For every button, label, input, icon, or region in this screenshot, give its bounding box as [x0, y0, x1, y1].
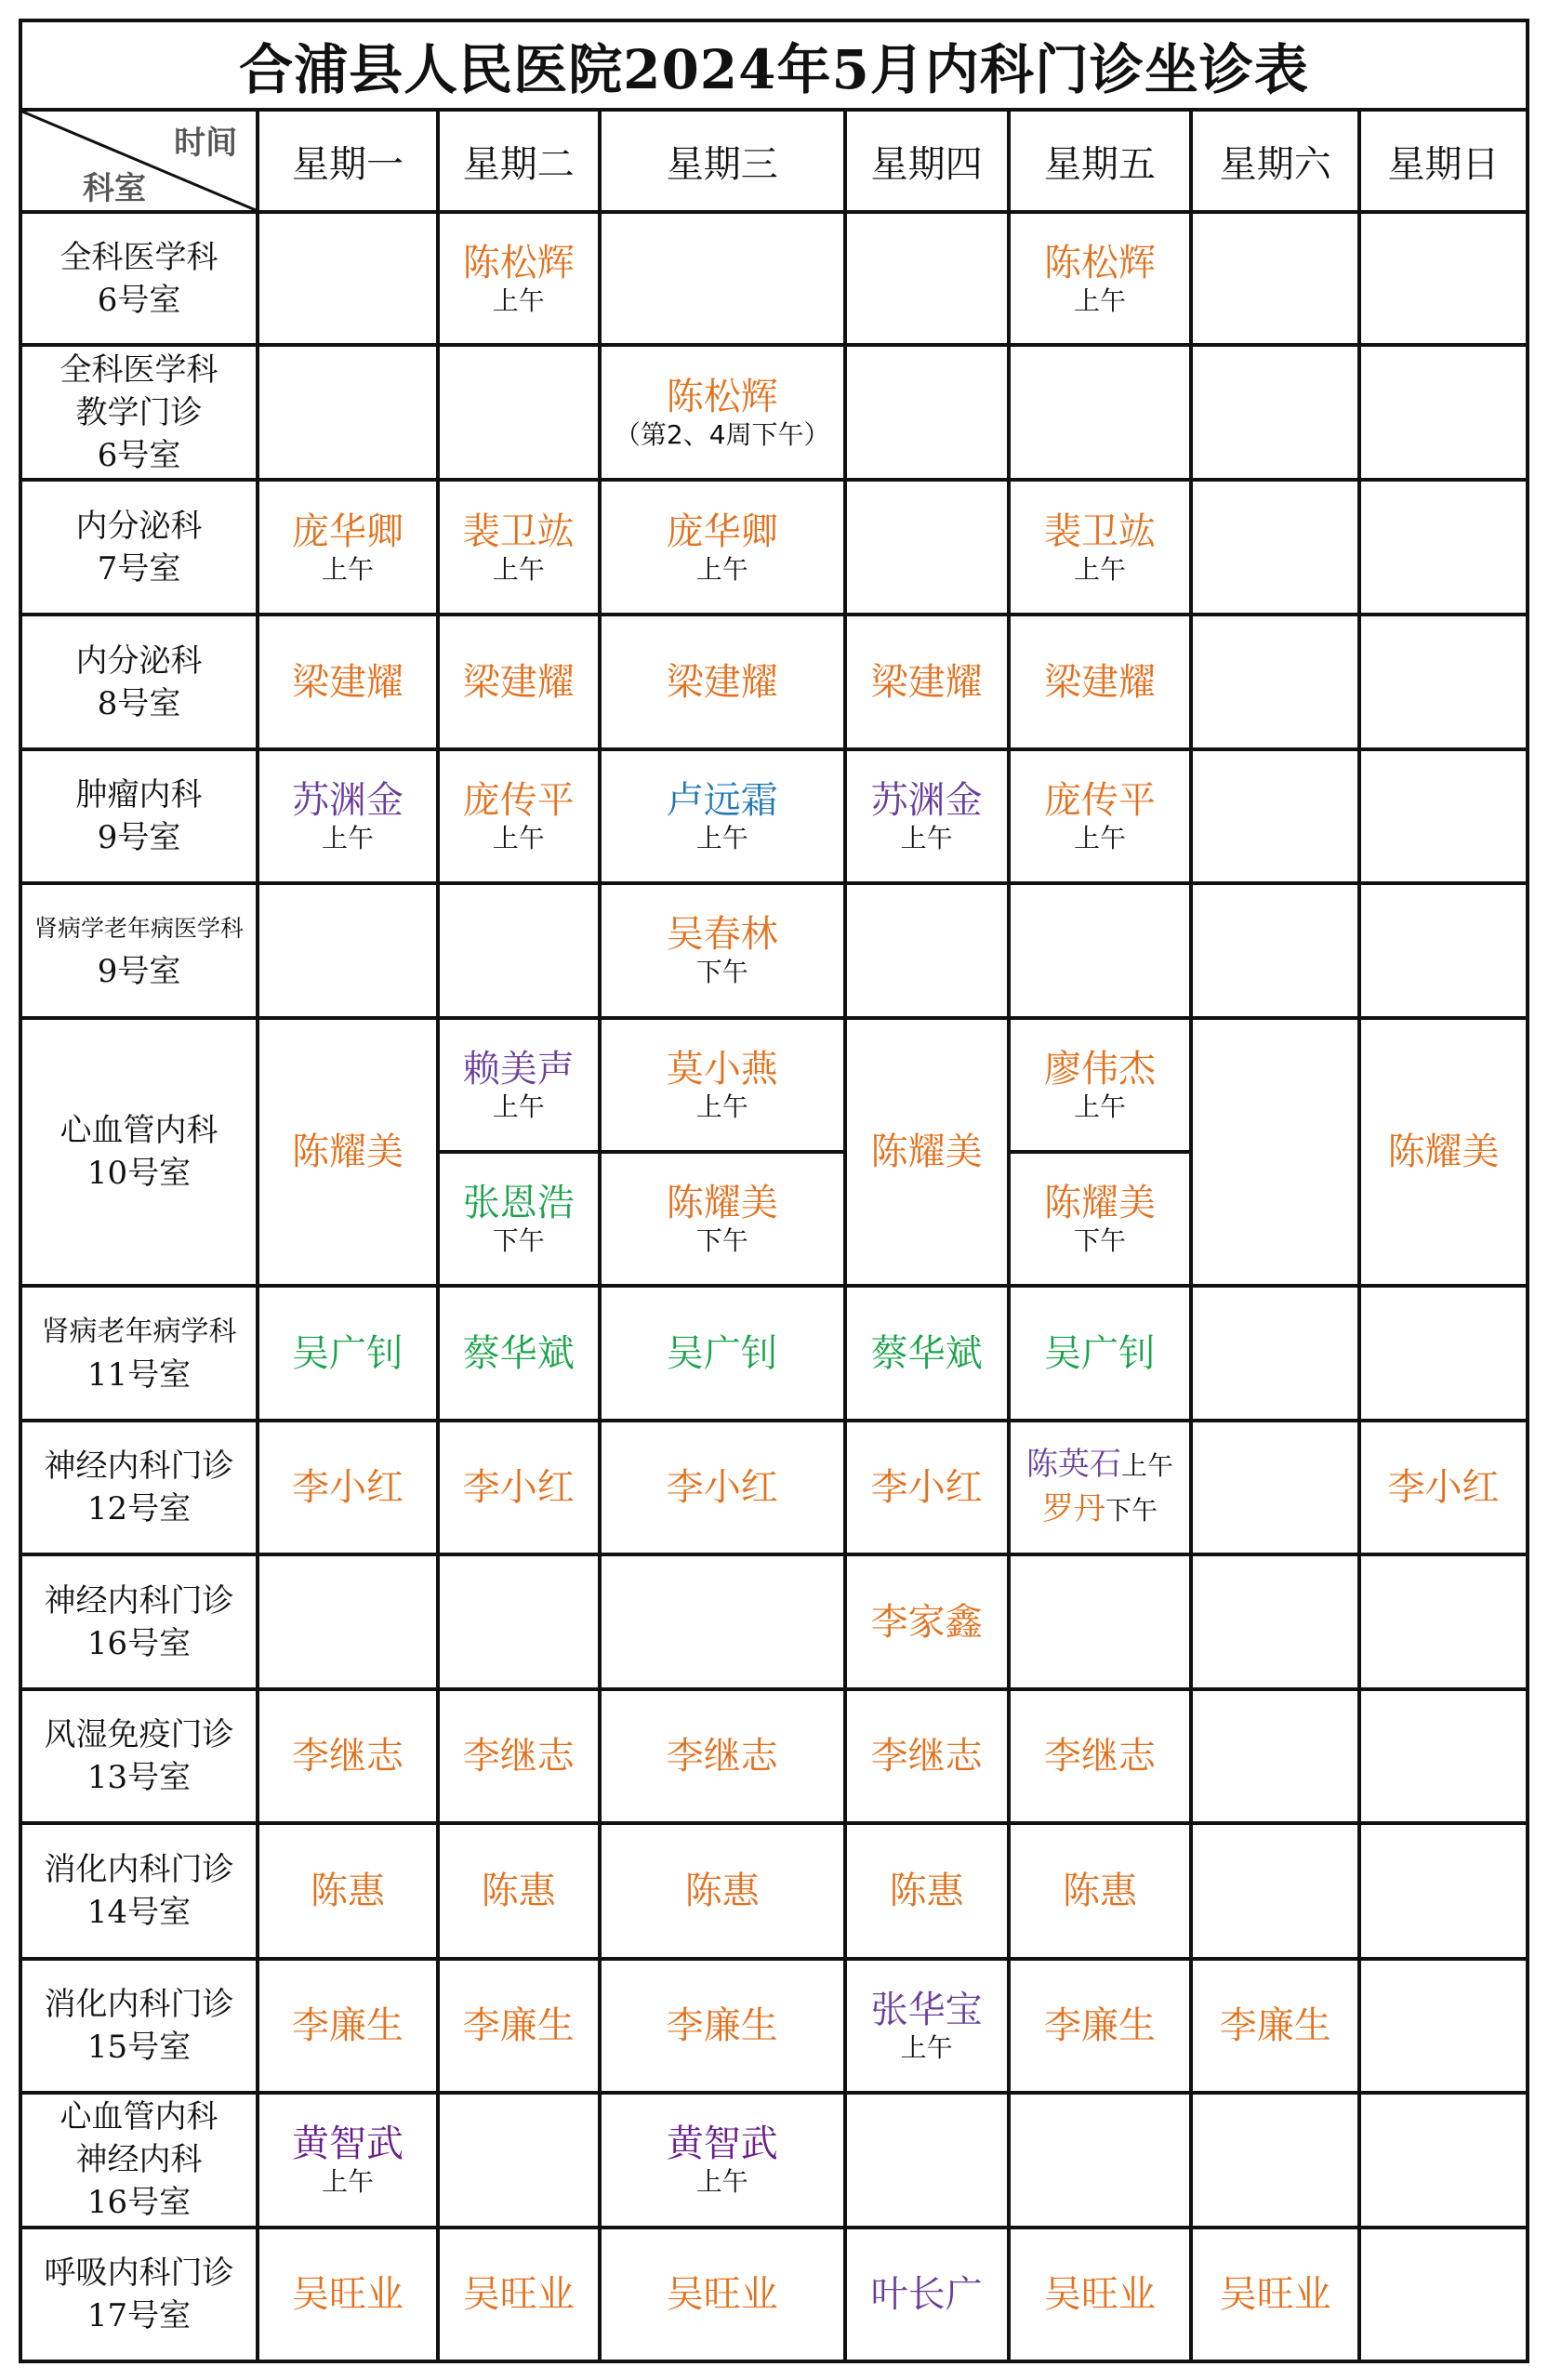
shift-note: 上午: [695, 1091, 748, 1122]
schedule-cell: [1009, 883, 1192, 1018]
shift-note: 下午: [695, 957, 748, 988]
schedule-cell: [258, 1959, 438, 2093]
schedule-cell: [1009, 615, 1192, 748]
room-number: 7号室: [97, 549, 181, 588]
doctor-name: 李小红: [666, 1466, 778, 1510]
doctor-name: 李小红: [292, 1466, 404, 1510]
schedule-cell: [1191, 1286, 1359, 1421]
schedule-sheet: [19, 19, 1529, 2363]
schedule-cell-am: [438, 1018, 600, 1152]
day-header-fri: 星期五: [1009, 110, 1192, 212]
schedule-cell: [1009, 1554, 1192, 1689]
table-row: [20, 615, 1528, 748]
doctor-name: 陈英石: [1025, 1446, 1121, 1484]
split-entry: [1011, 1443, 1190, 1488]
schedule-cell: [1009, 749, 1192, 883]
shift-note: （第2、4周下午）: [614, 418, 830, 450]
doctor-name: 陈耀美: [870, 1130, 983, 1173]
shift-note: 上午: [322, 2166, 375, 2198]
schedule-cell-pm: [600, 1152, 845, 1286]
dept-cell: [20, 212, 258, 345]
doctor-name: 莫小燕: [666, 1047, 778, 1091]
doctor-name: 李小红: [1387, 1466, 1500, 1510]
schedule-cell: [1359, 480, 1528, 615]
table-row: [20, 1554, 1528, 1689]
shift-note: 下午: [1073, 1224, 1126, 1256]
dept-cell: [20, 1018, 258, 1286]
day-header-sat: 星期六: [1191, 110, 1359, 212]
doctor-name: 李廉生: [1219, 2003, 1331, 2047]
schedule-cell: [1359, 1421, 1528, 1554]
schedule-cell: [438, 1421, 600, 1554]
schedule-cell: [438, 615, 600, 748]
doctor-name: 李继志: [292, 1735, 404, 1778]
dept-cell: [20, 345, 258, 480]
schedule-cell: [438, 2093, 600, 2228]
room-number: 12号室: [86, 1490, 192, 1528]
schedule-table: [19, 19, 1529, 2363]
dept-subname: 教学门诊: [75, 393, 203, 431]
schedule-cell: [1009, 1823, 1192, 1958]
schedule-cell: [1359, 1286, 1528, 1421]
shift-note: 上午: [492, 553, 545, 585]
doctor-name: 陈松辉: [666, 375, 778, 418]
schedule-cell: [845, 2093, 1009, 2228]
doctor-name: 李小红: [870, 1466, 983, 1510]
schedule-cell: [1009, 480, 1192, 615]
schedule-cell: [600, 2228, 845, 2361]
schedule-cell: [600, 480, 845, 615]
schedule-cell: [1359, 883, 1528, 1018]
doctor-name: 陈耀美: [292, 1130, 404, 1173]
doctor-name: 张华宝: [870, 1988, 983, 2031]
doctor-name: 赖美声: [462, 1047, 575, 1091]
schedule-cell: [845, 1689, 1009, 1823]
dept-name: 消化内科门诊: [44, 1985, 234, 2023]
dept-name: 呼吸内科门诊: [44, 2254, 234, 2292]
schedule-cell: [600, 1421, 845, 1554]
schedule-cell: [1359, 1823, 1528, 1958]
table-row: [20, 2093, 1528, 2228]
doctor-name: 卢远霜: [666, 778, 778, 822]
dept-name: 神经内科门诊: [44, 1448, 234, 1486]
schedule-cell: [258, 1823, 438, 1958]
dept-name: 内分泌科: [75, 641, 203, 680]
schedule-cell: [258, 480, 438, 615]
schedule-cell: [600, 1689, 845, 1823]
table-row: [20, 1286, 1528, 1421]
schedule-cell: [438, 1959, 600, 2093]
schedule-cell: [258, 1018, 438, 1286]
schedule-cell: [1191, 1823, 1359, 1958]
schedule-cell: [600, 1554, 845, 1689]
schedule-cell: [438, 1689, 600, 1823]
schedule-cell: [438, 1286, 600, 1421]
doctor-name: 陈惠: [311, 1870, 385, 1912]
doctor-name: 陈惠: [889, 1870, 964, 1912]
room-number: 8号室: [97, 684, 181, 722]
dept-name: 风湿免疫门诊: [44, 1716, 234, 1754]
doctor-name: 陈惠: [1062, 1870, 1137, 1912]
schedule-cell: [845, 749, 1009, 883]
doctor-name: 李廉生: [666, 2003, 778, 2047]
schedule-cell: [1359, 2228, 1528, 2361]
schedule-cell-am: [1009, 1018, 1192, 1152]
schedule-cell: [258, 2228, 438, 2361]
schedule-cell: [438, 1823, 600, 1958]
room-number: 6号室: [97, 436, 181, 474]
schedule-cell: [600, 749, 845, 883]
doctor-name: 梁建耀: [1043, 660, 1156, 704]
corner-dept-label: 科室: [83, 170, 146, 208]
shift-note: 上午: [492, 284, 545, 316]
doctor-name: 陈耀美: [1043, 1181, 1156, 1224]
schedule-cell: [845, 2228, 1009, 2361]
schedule-cell: [1191, 345, 1359, 480]
dept-cell: [20, 2228, 258, 2361]
doctor-name: 罗丹: [1041, 1490, 1105, 1528]
shift-note: 上午: [492, 1091, 545, 1122]
schedule-cell: [1191, 615, 1359, 748]
dept-cell: [20, 1959, 258, 2093]
doctor-name: 吴广钊: [666, 1331, 778, 1375]
room-number: 6号室: [97, 281, 181, 319]
doctor-name: 蔡华斌: [462, 1331, 575, 1375]
dept-cell: [20, 2093, 258, 2228]
schedule-cell: [845, 480, 1009, 615]
dept-cell: [20, 615, 258, 748]
room-number: 16号室: [86, 1624, 192, 1662]
dept-name: 肾病学老年病医学科: [34, 915, 245, 943]
dept-subname: 神经内科: [75, 2141, 203, 2179]
doctor-name: 黄智武: [292, 2122, 404, 2166]
shift-note: 上午: [695, 553, 748, 585]
doctor-name: 陈耀美: [1387, 1130, 1500, 1173]
shift-note: 上午: [322, 553, 375, 585]
page-title: 合浦县人民医院2024年5月内科门诊坐诊表: [20, 20, 1528, 110]
schedule-cell: [1009, 1959, 1192, 2093]
schedule-cell: [258, 883, 438, 1018]
dept-cell: [20, 1286, 258, 1421]
doctor-name: 李继志: [462, 1735, 575, 1778]
dept-cell: [20, 883, 258, 1018]
room-number: 10号室: [86, 1154, 192, 1192]
schedule-cell: [258, 1286, 438, 1421]
schedule-cell: [1191, 749, 1359, 883]
doctor-name: 陈惠: [684, 1870, 760, 1912]
day-header-thu: 星期四: [845, 110, 1009, 212]
doctor-name: 李廉生: [1043, 2003, 1156, 2047]
schedule-cell: [1009, 345, 1192, 480]
doctor-name: 吴旺业: [1043, 2272, 1156, 2316]
doctor-name: 吴广钊: [292, 1331, 404, 1375]
schedule-cell: [258, 345, 438, 480]
room-number: 14号室: [86, 1894, 192, 1931]
schedule-cell: [1191, 1689, 1359, 1823]
day-header-sun: 星期日: [1359, 110, 1528, 212]
table-row: [20, 345, 1528, 480]
doctor-name: 李继志: [870, 1735, 983, 1778]
shift-note: 上午: [695, 822, 748, 853]
dept-cell: [20, 1554, 258, 1689]
table-row: [20, 1018, 1528, 1152]
split-entry: [1011, 1488, 1190, 1532]
schedule-cell: [600, 883, 845, 1018]
shift-note: 上午: [695, 2166, 748, 2198]
schedule-cell-pm: [438, 1152, 600, 1286]
day-header-tue: 星期二: [438, 110, 600, 212]
table-row: [20, 2228, 1528, 2361]
doctor-name: 陈耀美: [666, 1181, 778, 1224]
schedule-cell: [258, 2093, 438, 2228]
shift-note: 上午: [900, 822, 953, 853]
shift-note: 上午: [322, 822, 375, 853]
doctor-name: 蔡华斌: [870, 1331, 983, 1375]
doctor-name: 吴旺业: [292, 2272, 404, 2316]
schedule-cell: [600, 615, 845, 748]
schedule-cell: [845, 212, 1009, 345]
doctor-name: 庞传平: [462, 778, 575, 822]
schedule-cell: [438, 2228, 600, 2361]
doctor-name: 裴卫竑: [462, 509, 575, 553]
doctor-name: 庞华卿: [292, 509, 404, 553]
schedule-cell: [1191, 1959, 1359, 2093]
doctor-name: 苏渊金: [870, 778, 983, 822]
doctor-name: 裴卫竑: [1043, 509, 1156, 553]
dept-name: 全科医学科: [60, 238, 218, 276]
doctor-name: 李家鑫: [870, 1600, 983, 1644]
doctor-name: 陈松辉: [462, 241, 575, 284]
room-number: 15号室: [86, 2028, 192, 2066]
schedule-cell: [845, 1018, 1009, 1286]
dept-cell: [20, 1689, 258, 1823]
schedule-cell: [845, 1959, 1009, 2093]
schedule-cell: [1191, 480, 1359, 615]
doctor-name: 吴旺业: [462, 2272, 575, 2316]
schedule-cell: [845, 345, 1009, 480]
doctor-name: 庞华卿: [666, 509, 778, 553]
dept-cell: [20, 1823, 258, 1958]
doctor-name: 李廉生: [292, 2003, 404, 2047]
shift-note: 上午: [492, 822, 545, 853]
shift-note: 上午: [1073, 553, 1126, 585]
schedule-cell: [438, 345, 600, 480]
doctor-name: 陈松辉: [1043, 241, 1156, 284]
schedule-cell: [1191, 1554, 1359, 1689]
day-header-wed: 星期三: [600, 110, 845, 212]
dept-name: 神经内科门诊: [44, 1581, 234, 1620]
dept-cell: [20, 480, 258, 615]
schedule-cell: [1359, 212, 1528, 345]
dept-name: 全科医学科: [60, 350, 218, 389]
doctor-name: 李小红: [462, 1466, 575, 1510]
schedule-cell: [438, 480, 600, 615]
doctor-name: 张恩浩: [462, 1181, 575, 1224]
doctor-name: 廖伟杰: [1043, 1047, 1156, 1091]
table-row: [20, 883, 1528, 1018]
dept-name: 肾病老年病学科: [41, 1315, 237, 1348]
schedule-cell: [845, 1286, 1009, 1421]
schedule-cell: [438, 1554, 600, 1689]
schedule-cell: [1359, 345, 1528, 480]
schedule-cell: [1359, 1554, 1528, 1689]
table-row: [20, 1959, 1528, 2093]
room-number: 9号室: [97, 953, 181, 991]
table-row: [20, 212, 1528, 345]
shift-note: 下午: [1105, 1495, 1158, 1527]
schedule-cell: [1191, 2228, 1359, 2361]
schedule-cell: [1009, 1689, 1192, 1823]
dept-name: 消化内科门诊: [44, 1851, 234, 1888]
doctor-name: 梁建耀: [870, 660, 983, 704]
schedule-cell: [600, 1286, 845, 1421]
doctor-name: 苏渊金: [292, 778, 404, 822]
schedule-cell: [845, 883, 1009, 1018]
schedule-cell: [258, 1554, 438, 1689]
room-number: 17号室: [86, 2296, 192, 2334]
table-row: [20, 1823, 1528, 1958]
doctor-name: 梁建耀: [292, 660, 404, 704]
doctor-name: 庞传平: [1043, 778, 1156, 822]
schedule-cell: [1191, 1018, 1359, 1286]
doctor-name: 李廉生: [462, 2003, 575, 2047]
doctor-name: 叶长广: [870, 2272, 983, 2316]
shift-note: 上午: [900, 2031, 953, 2063]
dept-name: 肿瘤内科: [75, 775, 203, 813]
schedule-cell: [1359, 1959, 1528, 2093]
schedule-cell-pm: [1009, 1152, 1192, 1286]
schedule-cell: [600, 1823, 845, 1958]
schedule-cell: [258, 749, 438, 883]
schedule-cell: [1009, 2228, 1192, 2361]
room-number: 13号室: [86, 1759, 192, 1797]
schedule-cell: [258, 1421, 438, 1554]
doctor-name: 黄智武: [666, 2122, 778, 2166]
schedule-cell: [845, 1421, 1009, 1554]
schedule-cell: [1009, 1421, 1192, 1554]
schedule-cell: [438, 749, 600, 883]
doctor-name: 李继志: [666, 1735, 778, 1778]
schedule-cell: [1359, 1689, 1528, 1823]
doctor-name: 吴广钊: [1043, 1331, 1156, 1375]
shift-note: 上午: [1073, 1091, 1126, 1122]
dept-name: 内分泌科: [75, 507, 203, 545]
table-row: [20, 1689, 1528, 1823]
schedule-cell: [438, 883, 600, 1018]
doctor-name: 梁建耀: [666, 660, 778, 704]
dept-cell: [20, 749, 258, 883]
dept-name: 心血管内科: [60, 2098, 218, 2136]
table-row: [20, 749, 1528, 883]
schedule-cell: [258, 615, 438, 748]
schedule-cell: [1009, 212, 1192, 345]
doctor-name: 李继志: [1043, 1735, 1156, 1778]
shift-note: 上午: [1073, 284, 1126, 316]
schedule-cell: [1359, 749, 1528, 883]
schedule-cell: [1009, 2093, 1192, 2228]
schedule-cell: [845, 615, 1009, 748]
schedule-cell: [438, 212, 600, 345]
schedule-cell: [1191, 212, 1359, 345]
schedule-cell: [1359, 1018, 1528, 1286]
day-header-mon: 星期一: [258, 110, 438, 212]
doctor-name: 吴旺业: [1219, 2272, 1331, 2316]
schedule-cell: [258, 212, 438, 345]
room-number: 9号室: [97, 818, 181, 856]
corner-header: [20, 110, 258, 212]
schedule-cell: [1359, 615, 1528, 748]
doctor-name: 吴旺业: [666, 2272, 778, 2316]
shift-note: 上午: [1073, 822, 1126, 853]
table-row: [20, 480, 1528, 615]
corner-time-label: 时间: [174, 125, 238, 163]
doctor-name: 梁建耀: [462, 660, 575, 704]
schedule-cell: [845, 1554, 1009, 1689]
schedule-cell: [1359, 2093, 1528, 2228]
schedule-cell: [600, 1959, 845, 2093]
schedule-cell: [1009, 1286, 1192, 1421]
dept-cell: [20, 1421, 258, 1554]
schedule-cell: [600, 2093, 845, 2228]
shift-note: 上午: [1120, 1450, 1173, 1482]
schedule-cell: [845, 1823, 1009, 1958]
doctor-name: 吴春林: [666, 913, 778, 957]
schedule-cell: [258, 1689, 438, 1823]
schedule-cell: [1191, 2093, 1359, 2228]
room-number: 16号室: [86, 2184, 192, 2222]
table-row: [20, 1421, 1528, 1554]
schedule-cell: [1191, 883, 1359, 1018]
schedule-cell: [600, 345, 845, 480]
doctor-name: 陈惠: [481, 1870, 556, 1912]
shift-note: 下午: [695, 1224, 748, 1256]
schedule-cell-am: [600, 1018, 845, 1152]
schedule-cell: [1191, 1421, 1359, 1554]
shift-note: 下午: [492, 1224, 545, 1256]
dept-name: 心血管内科: [60, 1111, 218, 1149]
schedule-cell: [600, 212, 845, 345]
room-number: 11号室: [86, 1355, 192, 1394]
